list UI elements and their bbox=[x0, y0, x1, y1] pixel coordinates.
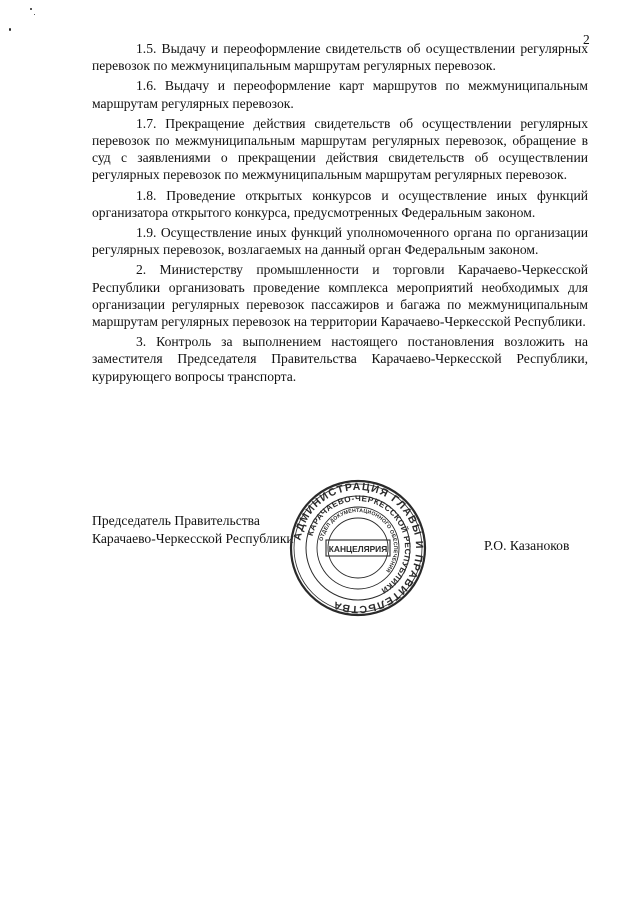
signer-title-line2: Карачаево-Черкесской Республики bbox=[92, 530, 294, 546]
paragraph-1-5: 1.5. Выдачу и переоформление свидетельств об осуществлении регулярных перевозок по межмуниципальным маршрутам регулярных перевозок. bbox=[92, 41, 588, 74]
scan-speck bbox=[9, 28, 11, 31]
stamp-center-label: КАНЦЕЛЯРИЯ bbox=[328, 544, 388, 554]
paragraph-1-8: 1.8. Проведение открытых конкурсов и осуществление иных функций организатора открытого конкурса, предусмотренных Федеральным законом. bbox=[92, 187, 588, 220]
page-number: 2 bbox=[583, 32, 590, 47]
stamp-seal-icon bbox=[288, 478, 428, 618]
signer-title-line1: Председатель Правительства bbox=[92, 513, 260, 528]
stamp-outer-text: АДМИНИСТРАЦИЯ ГЛАВЫ И ПРАВИТЕЛЬСТВА bbox=[291, 480, 426, 616]
official-stamp bbox=[288, 478, 428, 618]
paragraph-2: 2. Министерству промышленности и торговли Карачаево-Черкесской Республики организовать проведение комплекса мероприятий необходимых для организации регулярных перевозок пассажиров и багажа по межмуниципальным маршрутам регулярных перевозок на территории Карачаево-Черкесской Республики. bbox=[92, 262, 588, 330]
paragraph-1-6: 1.6. Выдачу и переоформление карт маршрутов по межмуниципальным маршрутам регулярных перевозок. bbox=[92, 78, 588, 111]
document-body bbox=[92, 40, 588, 388]
paragraph-3: 3. Контроль за выполнением настоящего постановления возложить на заместителя Председателя Правительства Карачаево-Черкесской Республики, курирующего вопросы транспорта. bbox=[92, 334, 588, 384]
stamp-middle-text: КАРАЧАЕВО-ЧЕРКЕССКОЙ РЕСПУБЛИКИ bbox=[305, 493, 413, 596]
scan-speck bbox=[30, 8, 32, 10]
signature-block bbox=[92, 512, 294, 547]
scan-speck bbox=[34, 14, 35, 15]
signer-name: Р.О. Казаноков bbox=[484, 538, 570, 553]
paragraph-1-7: 1.7. Прекращение действия свидетельств об осуществлении регулярных перевозок по межмуниципальным маршрутам регулярных перевозок, обращение в суд с заявлениями о прекращении действия свидетельств об осуществлении регулярных перевозок по межмуниципальным маршрутам регулярных перевозок. bbox=[92, 115, 588, 183]
stamp-inner-text: ОТДЕЛ ДОКУМЕНТАЦИОННОГО ОБЕСПЕЧЕНИЯ bbox=[318, 507, 399, 574]
paragraph-1-9: 1.9. Осуществление иных функций уполномоченного органа по организации регулярных перевозок, возлагаемых на данный орган Федеральным законом. bbox=[92, 225, 588, 258]
